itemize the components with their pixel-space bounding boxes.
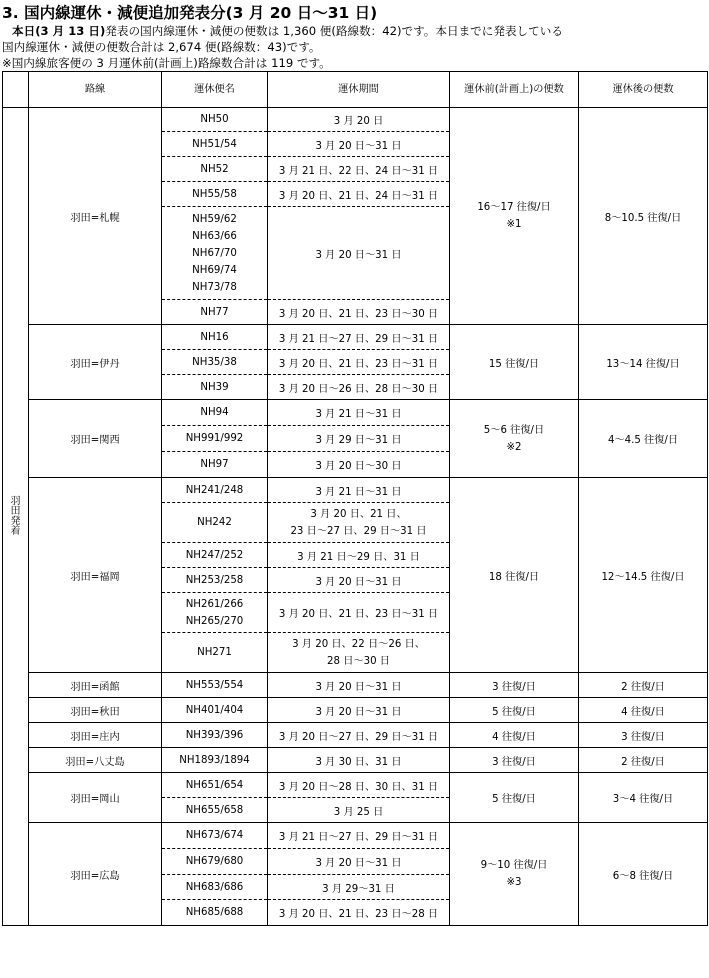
period-cell-line: 3 月 20 日～31 日 — [315, 858, 402, 869]
period-cell — [268, 748, 450, 773]
period-cell-line: 3 月 20 日～27 日、29 日～31 日 — [278, 731, 439, 743]
route-cell — [29, 723, 162, 748]
after-count-cell — [579, 478, 708, 673]
period-cell-line: 3 月 20 日、22 日～26 日、 — [292, 638, 425, 650]
table-row — [3, 325, 708, 350]
flight-cell-line: NH16 — [200, 331, 229, 343]
period-cell — [268, 773, 450, 798]
period-cell-line: 28 日～30 日 — [327, 655, 390, 667]
flight-cell-line: NH73/78 — [192, 281, 237, 293]
flight-cell-line: NH685/688 — [185, 907, 244, 918]
flight-cell-line: NH401/404 — [185, 704, 244, 716]
after-count-cell-line: 12～14.5 往復/日 — [601, 571, 685, 583]
flight-cell — [162, 823, 268, 849]
flight-cell-line: NH679/680 — [185, 856, 244, 867]
flight-cell — [162, 698, 268, 723]
before-count-cell — [450, 748, 579, 773]
before-count-cell — [450, 723, 579, 748]
before-count-cell-line: 18 往復/日 — [488, 571, 540, 583]
before-count-cell — [450, 823, 579, 926]
period-cell-line: 3 月 20 日～31 日 — [315, 706, 402, 718]
period-cell-line: 3 月 20 日～30 日 — [315, 461, 402, 472]
flight-cell — [162, 900, 268, 926]
header-after: 運休後の便数 — [579, 72, 708, 108]
flight-cell-line: NH991/992 — [185, 433, 244, 444]
table-row — [3, 698, 708, 723]
before-count-cell — [450, 673, 579, 698]
flight-cell-line: NH50 — [200, 114, 229, 125]
flight-cell-line: NH59/62 — [192, 213, 237, 225]
before-count-cell-line: 5～6 往復/日 — [483, 424, 545, 436]
period-cell-line: 3 月 25 日 — [333, 806, 384, 818]
group-label-char: 発 — [10, 515, 21, 527]
table-row — [3, 108, 708, 132]
flight-cell-line: NH63/66 — [192, 230, 237, 242]
period-cell-line: 3 月 20 日～31 日 — [315, 249, 402, 261]
flight-cell-line: NH683/686 — [185, 881, 244, 893]
route-cell-line: 羽田=広島 — [70, 870, 120, 882]
period-cell-line: 3 月 29～31 日 — [322, 883, 395, 895]
flight-cell-line: NH261/266 — [185, 598, 244, 610]
after-count-cell — [579, 400, 708, 478]
after-count-cell — [579, 673, 708, 698]
route-cell — [29, 748, 162, 773]
after-count-cell-line: 2 往復/日 — [621, 756, 665, 768]
route-cell — [29, 108, 162, 325]
period-cell — [268, 108, 450, 132]
route-cell-line: 羽田=八丈島 — [65, 756, 125, 768]
group-label-char: 羽 — [10, 495, 21, 507]
route-cell-line: 羽田=伊丹 — [70, 358, 120, 370]
header-route: 路線 — [29, 72, 162, 108]
before-count-cell-line: 9～10 往復/日 — [480, 860, 548, 871]
before-count-cell-line: ※2 — [506, 441, 522, 453]
route-cell-line: 羽田=福岡 — [70, 571, 120, 583]
flight-cell-line: NH673/674 — [185, 830, 244, 841]
before-count-cell-line: 3 往復/日 — [492, 756, 536, 768]
before-count-cell-line: 15 往復/日 — [488, 358, 540, 370]
route-cell-line: 羽田=庄内 — [70, 731, 120, 743]
period-cell — [268, 478, 450, 503]
flight-cell — [162, 593, 268, 633]
flight-cell — [162, 157, 268, 182]
period-cell — [268, 798, 450, 823]
route-cell — [29, 698, 162, 723]
flight-cell-line: NH271 — [197, 647, 232, 658]
after-count-cell-line: 3～4 往復/日 — [612, 794, 674, 805]
flight-cell — [162, 673, 268, 698]
flight-cell-line: NH247/252 — [185, 549, 244, 561]
table-row — [3, 723, 708, 748]
period-cell-line: 3 月 20 日 — [333, 116, 384, 127]
group-label-cell — [3, 108, 29, 926]
table-row — [3, 748, 708, 773]
period-cell-line: 3 月 20 日～26 日、28 日～30 日 — [278, 383, 439, 395]
route-cell-line: 羽田=秋田 — [70, 706, 120, 718]
route-cell — [29, 823, 162, 926]
header-flight: 運休便名 — [162, 72, 268, 108]
after-count-cell — [579, 698, 708, 723]
intro-text: 発表の国内線運休・減便の便数は 1,360 便(路線数：42)です。本日までに発表している — [105, 24, 563, 38]
period-cell — [268, 182, 450, 207]
period-cell-line: 3 月 20 日～31 日 — [315, 576, 402, 588]
period-cell-line: 3 月 20 日、21 日、 — [310, 508, 407, 520]
announcement-date: 本日(3 月 13 日) — [12, 24, 106, 38]
period-cell — [268, 207, 450, 300]
route-cell-line: 羽田=岡山 — [70, 794, 120, 805]
before-count-cell — [450, 325, 579, 400]
period-cell-line: 23 日～27 日、29 日～31 日 — [290, 525, 427, 537]
period-cell-line: 3 月 20 日、21 日、24 日～31 日 — [278, 190, 439, 202]
route-cell — [29, 325, 162, 400]
route-cell — [29, 673, 162, 698]
before-count-cell-line: ※1 — [506, 219, 522, 230]
before-count-cell-line: 5 往復/日 — [492, 794, 536, 805]
period-cell-line: 3 月 21 日～27 日、29 日～31 日 — [278, 333, 439, 345]
flight-cell — [162, 633, 268, 673]
period-cell — [268, 400, 450, 426]
period-cell — [268, 325, 450, 350]
before-count-cell — [450, 773, 579, 823]
period-cell — [268, 593, 450, 633]
after-count-cell-line: 4～4.5 往復/日 — [607, 435, 679, 446]
period-cell — [268, 633, 450, 673]
before-count-cell-line: 4 往復/日 — [492, 731, 536, 743]
period-cell — [268, 900, 450, 926]
flight-cell-line: NH553/554 — [185, 679, 244, 691]
after-count-cell — [579, 325, 708, 400]
period-cell-line: 3 月 29 日～31 日 — [315, 435, 402, 446]
period-cell — [268, 875, 450, 900]
before-count-cell — [450, 400, 579, 478]
period-cell — [268, 503, 450, 543]
period-cell-line: 3 月 20 日～31 日 — [315, 681, 402, 693]
flight-cell-line: NH69/74 — [192, 264, 237, 276]
period-cell — [268, 673, 450, 698]
flight-cell-line: NH393/396 — [185, 729, 244, 741]
period-cell-line: 3 月 20 日～28 日、30 日、31 日 — [278, 781, 439, 793]
flight-cell — [162, 798, 268, 823]
period-cell-line: 3 月 21 日～29 日、31 日 — [297, 551, 420, 563]
group-label-char: 田 — [10, 505, 21, 517]
period-cell — [268, 452, 450, 478]
period-cell — [268, 350, 450, 375]
flight-cell-line: NH94 — [200, 407, 229, 418]
period-cell — [268, 132, 450, 157]
flight-cell — [162, 478, 268, 503]
period-cell — [268, 723, 450, 748]
after-count-cell — [579, 723, 708, 748]
flight-cell — [162, 375, 268, 400]
flight-cell-line: NH265/270 — [185, 615, 244, 627]
route-cell-line: 羽田=関西 — [70, 435, 120, 446]
flight-cell — [162, 452, 268, 478]
flight-cell-line: NH241/248 — [185, 484, 244, 496]
after-count-cell — [579, 748, 708, 773]
flight-cell — [162, 503, 268, 543]
table-row — [3, 823, 708, 849]
period-cell — [268, 849, 450, 875]
period-cell-line: 3 月 20 日、21 日、23 日～28 日 — [278, 909, 439, 920]
flight-cell-line: NH67/70 — [192, 247, 237, 259]
after-count-cell — [579, 823, 708, 926]
before-count-cell — [450, 698, 579, 723]
table-row — [3, 773, 708, 798]
period-cell — [268, 300, 450, 325]
after-count-cell-line: 13～14 往復/日 — [606, 358, 680, 370]
period-cell — [268, 426, 450, 452]
header-group — [3, 72, 29, 108]
after-count-cell-line: 6～8 往復/日 — [612, 870, 674, 882]
header-before: 運休前(計画上)の便数 — [450, 72, 579, 108]
flight-cell-line: NH1893/1894 — [179, 754, 250, 766]
flight-cell-line: NH77 — [200, 306, 229, 318]
table-row — [3, 400, 708, 426]
period-cell — [268, 543, 450, 568]
flight-cell — [162, 723, 268, 748]
period-cell-line: 3 月 21 日～27 日、29 日～31 日 — [278, 832, 439, 843]
cancellation-table — [2, 71, 708, 926]
period-cell-line: 3 月 30 日、31 日 — [315, 756, 402, 768]
after-count-cell — [579, 108, 708, 325]
after-count-cell-line: 4 往復/日 — [621, 706, 665, 718]
flight-cell — [162, 300, 268, 325]
period-cell — [268, 375, 450, 400]
period-cell-line: 3 月 20 日～31 日 — [315, 140, 402, 152]
period-cell-line: 3 月 20 日、21 日、23 日～31 日 — [278, 358, 439, 370]
period-cell — [268, 568, 450, 593]
route-cell-line: 羽田=函館 — [70, 681, 120, 693]
total-paragraph: 国内線運休・減便の便数合計は 2,674 便(路線数：43)です。 — [2, 40, 321, 54]
flight-cell — [162, 748, 268, 773]
flight-cell-line: NH51/54 — [192, 138, 237, 150]
after-count-cell — [579, 773, 708, 823]
flight-cell-line: NH651/654 — [185, 779, 244, 791]
period-cell — [268, 157, 450, 182]
section-heading: 3. 国内線運休・減便追加発表分(3 月 20 日～31 日) — [2, 4, 378, 22]
period-cell-line: 3 月 21 日～31 日 — [315, 409, 402, 420]
table-header-row — [3, 72, 708, 108]
after-count-cell-line: 3 往復/日 — [621, 731, 665, 743]
before-count-cell — [450, 478, 579, 673]
flight-cell-line: NH97 — [200, 459, 229, 470]
flight-cell-line: NH52 — [200, 163, 229, 175]
before-count-cell-line: 16～17 往復/日 — [477, 202, 551, 213]
flight-cell — [162, 182, 268, 207]
flight-cell-line: NH35/38 — [192, 356, 237, 368]
period-cell-line: 3 月 21 日～31 日 — [315, 486, 402, 498]
flight-cell — [162, 543, 268, 568]
before-count-cell-line: 5 往復/日 — [492, 706, 536, 718]
after-count-cell-line: 8～10.5 往復/日 — [604, 212, 682, 224]
route-cell — [29, 773, 162, 823]
period-cell — [268, 823, 450, 849]
flight-cell — [162, 350, 268, 375]
flight-cell-line: NH55/58 — [192, 188, 237, 200]
flight-cell — [162, 132, 268, 157]
period-cell-line: 3 月 20 日、21 日、23 日～30 日 — [278, 308, 439, 320]
period-cell — [268, 698, 450, 723]
group-label-char: 着 — [10, 525, 21, 537]
period-cell-line: 3 月 20 日、21 日、23 日～31 日 — [278, 609, 439, 620]
flight-cell-line: NH242 — [197, 517, 232, 528]
route-cell — [29, 400, 162, 478]
route-cell — [29, 478, 162, 673]
note-paragraph: ※国内線旅客便の 3 月運休前(計画上)路線数合計は 119 です。 — [2, 56, 331, 70]
flight-cell — [162, 108, 268, 132]
period-cell-line: 3 月 21 日、22 日、24 日～31 日 — [278, 165, 439, 177]
flight-cell — [162, 773, 268, 798]
table-row — [3, 673, 708, 698]
table-row — [3, 478, 708, 503]
flight-cell — [162, 426, 268, 452]
before-count-cell — [450, 108, 579, 325]
flight-cell — [162, 849, 268, 875]
flight-cell — [162, 400, 268, 426]
intro-paragraph — [2, 23, 709, 39]
before-count-cell-line: ※3 — [506, 877, 522, 888]
flight-cell — [162, 325, 268, 350]
flight-cell-line: NH39 — [200, 381, 229, 393]
flight-cell — [162, 568, 268, 593]
after-count-cell-line: 2 往復/日 — [621, 681, 665, 693]
route-cell-line: 羽田=札幌 — [70, 212, 120, 224]
flight-cell — [162, 875, 268, 900]
flight-cell — [162, 207, 268, 300]
flight-cell-line: NH655/658 — [185, 804, 244, 816]
header-period: 運休期間 — [268, 72, 450, 108]
before-count-cell-line: 3 往復/日 — [492, 681, 536, 693]
flight-cell-line: NH253/258 — [185, 574, 244, 586]
